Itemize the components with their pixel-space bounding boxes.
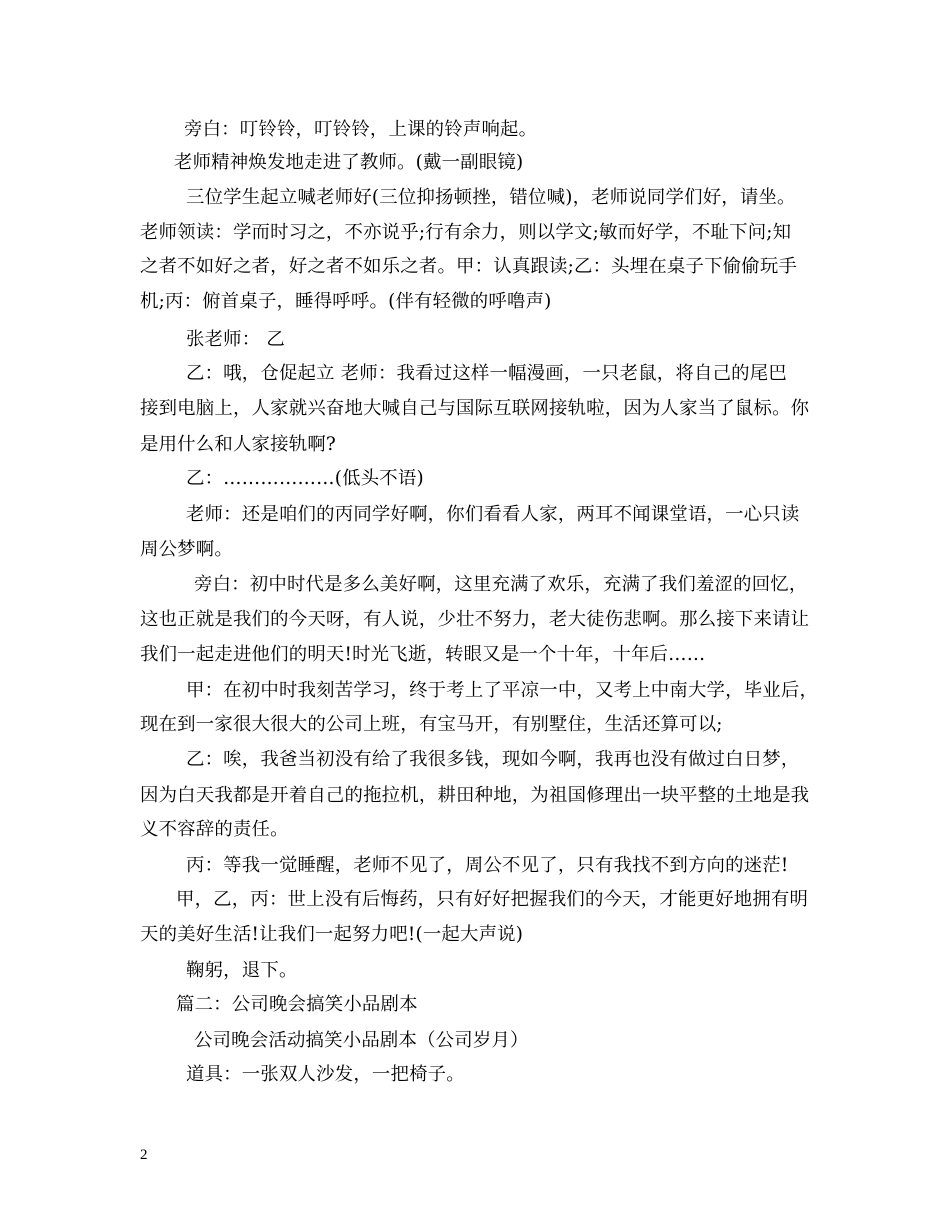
- text-line: 老师领读：学而时习之，不亦说乎;行有余力，则以学文;敏而好学，不耻下问;知: [140, 222, 792, 243]
- text-line: 周公梦啊。: [140, 539, 233, 560]
- text-line: 旁白：叮铃铃，叮铃铃，上课的铃声响起。: [184, 119, 538, 140]
- text-line: 三位学生起立喊老师好(三位抑扬顿挫，错位喊)，老师说同学们好，请坐。: [186, 187, 796, 208]
- text-line: 接到电脑上，人家就兴奋地大喊自己与国际互联网接轨啦，因为人家当了鼠标。你: [140, 398, 810, 419]
- text-line: 我们一起走进他们的明天!时光飞逝，转眼又是一个十年，十年后……: [140, 644, 706, 665]
- text-line: 老师：还是咱们的丙同学好啊，你们看看人家，两耳不闻课堂语，一心只读: [186, 504, 800, 525]
- text-line: 乙：唉，我爸当初没有给了我很多钱，现如今啊，我再也没有做过白日梦，: [186, 749, 800, 770]
- text-line: 旁白：初中时代是多么美好啊，这里充满了欢乐，充满了我们羞涩的回忆，: [194, 574, 808, 595]
- text-line: 丙：等我一觉睡醒，老师不见了，周公不见了，只有我找不到方向的迷茫!: [186, 855, 789, 876]
- text-line: 甲，乙，丙：世上没有后悔药，只有好好把握我们的今天，才能更好地拥有明: [176, 889, 809, 910]
- text-line: 天的美好生活!让我们一起努力吧!(一起大声说): [140, 924, 524, 945]
- text-line: 老师精神焕发地走进了教师。(戴一副眼镜): [174, 152, 524, 173]
- text-line: 公司晚会活动搞笑小品剧本（公司岁月）: [194, 1030, 529, 1051]
- text-line: 篇二：公司晚会搞笑小品剧本: [176, 994, 418, 1015]
- text-line: 张老师： 乙: [186, 329, 285, 350]
- text-line: 现在到一家很大很大的公司上班，有宝马开，有别墅住，生活还算可以;: [140, 714, 723, 735]
- text-line: 道具：一张双人沙发，一把椅子。: [186, 1064, 465, 1085]
- text-line: 这也正就是我们的今天呀，有人说，少壮不努力，老大徒伤悲啊。那么接下来请让: [140, 609, 810, 630]
- text-line: 义不容辞的责任。: [140, 819, 289, 840]
- text-line: 乙：………………(低头不语): [186, 468, 424, 489]
- text-line: 因为白天我都是开着自己的拖拉机，耕田种地，为祖国修理出一块平整的土地是我: [140, 785, 810, 806]
- text-line: 是用什么和人家接轨啊?: [140, 434, 336, 455]
- text-line: 机;丙：俯首桌子，睡得呼呼。(伴有轻微的呼噜声): [140, 291, 552, 312]
- text-line: 甲：在初中时我刻苦学习，终于考上了平凉一中，又考上中南大学，毕业后，: [186, 680, 819, 701]
- text-line: 乙：哦，仓促起立 老师：我看过这样一幅漫画，一只老鼠，将自己的尾巴: [186, 363, 787, 384]
- page-number: 2: [140, 1147, 148, 1163]
- text-line: 鞠躬，退下。: [186, 960, 298, 981]
- text-line: 之者不如好之者，好之者不如乐之者。甲：认真跟读;乙：头埋在桌子下偷偷玩手: [140, 256, 798, 277]
